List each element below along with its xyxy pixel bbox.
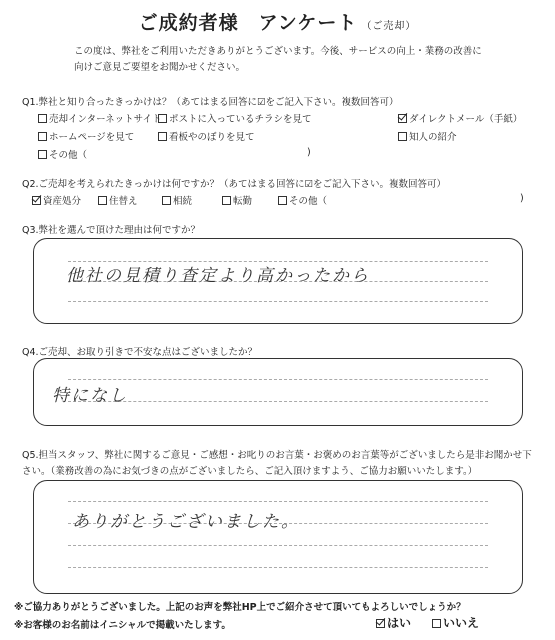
q3-question: Q3.弊社を選んで頂けた理由は何ですか？ xyxy=(22,225,201,236)
q2-question: Q2.ご売却を考えられたきっかけは何ですか？（あてはまる回答に☑をご記入下さい。複数回答可） xyxy=(22,179,447,190)
q1-checkbox-2[interactable] xyxy=(398,114,407,123)
footer-no-option[interactable]: いいえ xyxy=(432,614,479,631)
q2-checkbox-3[interactable] xyxy=(222,196,231,205)
q1-option-other[interactable]: その他（ xyxy=(38,147,87,161)
q2-checkbox-1[interactable] xyxy=(98,196,107,205)
q2-checkbox-0[interactable] xyxy=(32,196,41,205)
q1-checkbox-5[interactable] xyxy=(398,132,407,141)
q4-answer-text: 特になし xyxy=(52,386,128,406)
q2-option-relocate[interactable]: 住替え xyxy=(98,193,138,207)
q1-question: Q1.弊社と知り合ったきっかけは？（あてはまる回答に☑をご記入下さい。複数回答可） xyxy=(22,97,399,108)
q1-other-close: ) xyxy=(307,147,311,158)
q4-question: Q4.ご売却、お取り引きで不安な点はございましたか？ xyxy=(22,347,258,358)
q5-answer-text: ありがとうございました。 xyxy=(72,512,300,532)
q1-checkbox-4[interactable] xyxy=(158,132,167,141)
q1-checkbox-6[interactable] xyxy=(38,150,47,159)
footer-no-checkbox[interactable] xyxy=(432,619,441,628)
q1-option-referral[interactable]: 知人の紹介 xyxy=(398,129,457,143)
q2-option-inherit[interactable]: 相続 xyxy=(162,193,192,207)
q4-answer-box[interactable] xyxy=(33,358,523,426)
q2-checkbox-4[interactable] xyxy=(278,196,287,205)
q2-option-other[interactable]: その他（ xyxy=(278,193,327,207)
q3-answer-box[interactable] xyxy=(33,238,523,324)
page-title: ご成約者様 アンケート （ご売却） xyxy=(138,12,417,34)
q2-option-asset[interactable]: 資産処分 xyxy=(32,193,81,207)
q1-option-signboard[interactable]: 看板やのぼりを見て xyxy=(158,129,255,143)
intro-text: この度は、弊社をご利用いただきありがとうございます。今後、サービスの向上・業務の改善に 向けご意見ご要望をお聞かせください。 xyxy=(74,46,482,73)
q5-question-line1: Q5.担当スタッフ、弊社に関するご意見・ご感想・お叱りのお言葉・お褒めのお言葉等がございましたら是非お聞かせ下 xyxy=(22,450,532,461)
footer-consent-question: ※ご協力ありがとうございました。上記のお声を弊社HP上でご紹介させて頂いてもよろしいでしょうか？ xyxy=(14,602,466,613)
q2-option-transfer[interactable]: 転勤 xyxy=(222,193,252,207)
footer-initials-note: ※お客様のお名前はイニシャルで掲載いたします。 xyxy=(14,620,231,631)
q1-checkbox-1[interactable] xyxy=(158,114,167,123)
footer-yes-checkbox[interactable] xyxy=(376,619,385,628)
q1-checkbox-3[interactable] xyxy=(38,132,47,141)
q1-checkbox-0[interactable] xyxy=(38,114,47,123)
q2-checkbox-2[interactable] xyxy=(162,196,171,205)
q5-question-line2: さい。（業務改善の為にお気づきの点がございましたら、ご記入頂けますよう、ご協力お願いいたします。） xyxy=(22,466,478,477)
q3-answer-text: 他社の見積り査定より高かったから xyxy=(66,266,370,286)
q1-option-flyer[interactable]: ポストに入っているチラシを見て xyxy=(158,111,312,125)
q5-answer-box[interactable] xyxy=(33,480,523,594)
q1-option-internet[interactable]: 売却インターネットサイト xyxy=(38,111,161,125)
q1-option-dm[interactable]: ダイレクトメール（手紙） xyxy=(398,111,522,125)
q2-other-close: ) xyxy=(520,193,524,204)
page-subtitle: （ご売却） xyxy=(361,21,417,32)
q1-option-homepage[interactable]: ホームページを見て xyxy=(38,129,134,143)
footer-yes-option[interactable]: はい xyxy=(376,614,411,631)
